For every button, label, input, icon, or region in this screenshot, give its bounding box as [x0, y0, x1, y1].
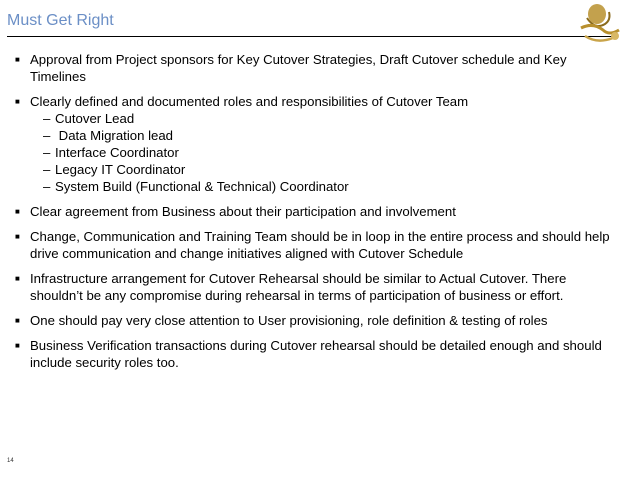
bullet-item	[15, 93, 615, 195]
bullet-list	[15, 51, 615, 379]
bullet-item	[15, 203, 615, 220]
bullet-item	[15, 51, 615, 85]
square-bullet-icon: ■	[15, 97, 20, 106]
bullet-item	[15, 270, 615, 304]
bullet-item	[15, 228, 615, 262]
sub-bullet-text: Legacy IT Coordinator	[55, 162, 186, 177]
page-title: Must Get Right	[7, 12, 114, 29]
emblem-logo-icon	[575, 0, 625, 46]
title-divider	[7, 36, 617, 37]
page-number: 14	[7, 458, 14, 464]
dash-bullet-icon: –	[43, 145, 51, 160]
bullet-text: Infrastructure arrangement for Cutover Rehearsal should be similar to Actual Cutover. There shouldn’t be any compromise during rehearsal in terms of participation of business or effort.	[30, 271, 567, 303]
sub-bullet-text: Interface Coordinator	[55, 145, 179, 160]
square-bullet-icon: ■	[15, 341, 20, 350]
dash-bullet-icon: –	[43, 128, 51, 143]
square-bullet-icon: ■	[15, 274, 20, 283]
sub-bullet-item	[15, 110, 615, 127]
dash-bullet-icon: –	[43, 162, 51, 177]
square-bullet-icon: ■	[15, 207, 20, 216]
sub-bullet-item	[15, 127, 615, 144]
sub-bullet-item	[15, 178, 615, 195]
bullet-item	[15, 337, 615, 371]
bullet-text: One should pay very close attention to User provisioning, role definition & testing of roles	[30, 313, 548, 328]
square-bullet-icon: ■	[15, 55, 20, 64]
sub-bullet-text: Data Migration lead	[55, 128, 174, 143]
sub-bullet-item	[15, 144, 615, 161]
sub-bullet-item	[15, 161, 615, 178]
square-bullet-icon: ■	[15, 316, 20, 325]
bullet-text: Clearly defined and documented roles and responsibilities of Cutover Team	[30, 94, 469, 109]
square-bullet-icon: ■	[15, 232, 20, 241]
dash-bullet-icon: –	[43, 111, 51, 126]
dash-bullet-icon: –	[43, 179, 51, 194]
sub-bullet-text: Cutover Lead	[55, 111, 135, 126]
bullet-text: Clear agreement from Business about their participation and involvement	[30, 204, 456, 219]
bullet-text: Approval from Project sponsors for Key Cutover Strategies, Draft Cutover schedule and Key Timelines	[30, 52, 567, 84]
bullet-item	[15, 312, 615, 329]
sub-bullet-text: System Build (Functional & Technical) Coordinator	[55, 179, 349, 194]
bullet-text: Change, Communication and Training Team should be in loop in the entire process and should help drive communication and change initiatives aligned with Cutover Schedule	[30, 229, 610, 261]
bullet-text: Business Verification transactions during Cutover rehearsal should be detailed enough and should include security roles too.	[30, 338, 602, 370]
